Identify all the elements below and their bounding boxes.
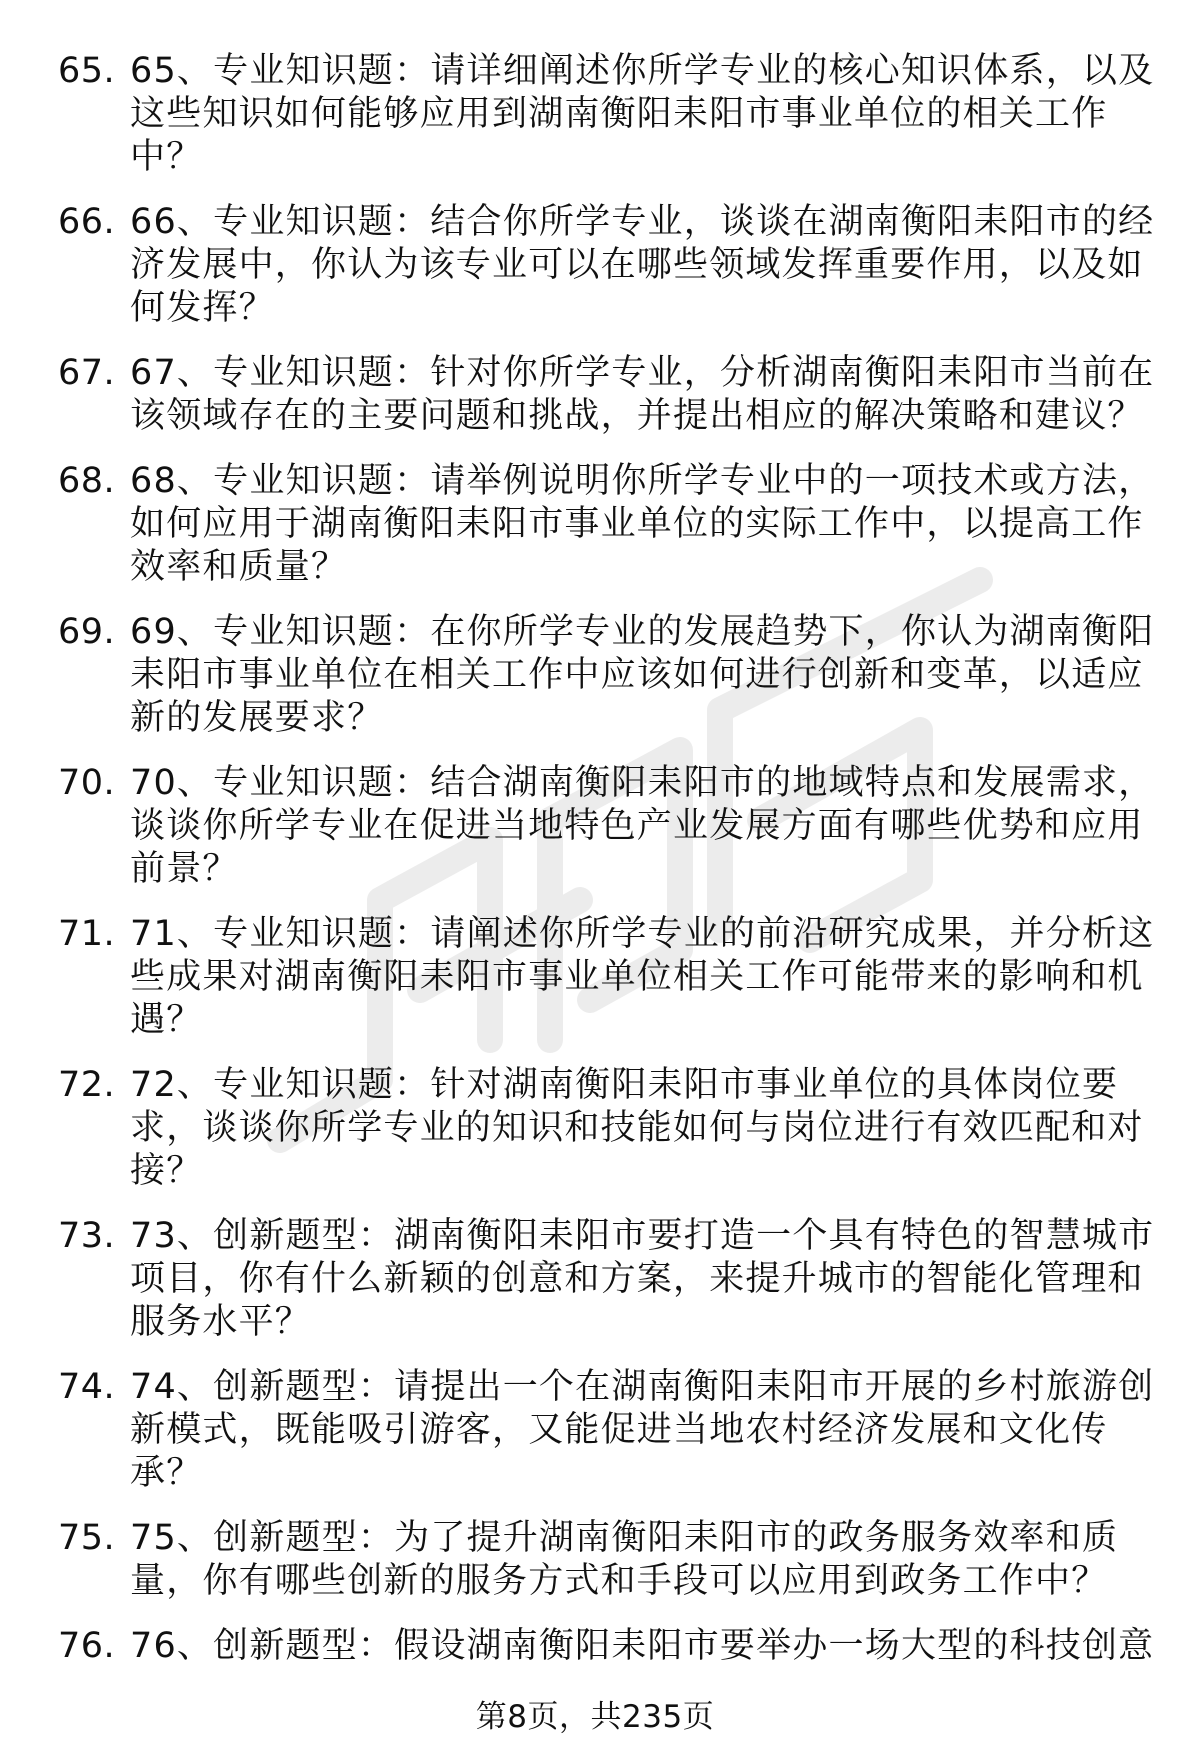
list-item (58, 611, 1158, 740)
list-item (58, 1064, 1158, 1193)
item-text: 66、专业知识题：结合你所学专业，谈谈在湖南衡阳耒阳市的经济发展中，你认为该专业可以在哪些领域发挥重要作用，以及如何发挥？ (130, 202, 1155, 328)
list-item (58, 460, 1158, 589)
list-item (58, 762, 1158, 891)
list-item (58, 50, 1158, 179)
item-number: 72. (58, 1065, 116, 1105)
item-number: 68. (58, 461, 116, 501)
item-text: 74、创新题型：请提出一个在湖南衡阳耒阳市开展的乡村旅游创新模式，既能吸引游客，又能促进当地农村经济发展和文化传承？ (130, 1367, 1155, 1493)
item-number: 75. (58, 1518, 116, 1558)
item-number: 74. (58, 1367, 116, 1407)
item-text: 68、专业知识题：请举例说明你所学专业中的一项技术或方法，如何应用于湖南衡阳耒阳市事业单位的实际工作中，以提高工作效率和质量？ (130, 461, 1155, 587)
item-number: 65. (58, 51, 116, 91)
item-text: 69、专业知识题：在你所学专业的发展趋势下，你认为湖南衡阳耒阳市事业单位在相关工作中应该如何进行创新和变革，以适应新的发展要求？ (130, 612, 1155, 738)
item-text: 70、专业知识题：结合湖南衡阳耒阳市的地域特点和发展需求，谈谈你所学专业在促进当地特色产业发展方面有哪些优势和应用前景？ (130, 763, 1155, 889)
list-item (58, 913, 1158, 1042)
item-text: 67、专业知识题：针对你所学专业，分析湖南衡阳耒阳市当前在该领域存在的主要问题和挑战，并提出相应的解决策略和建议？ (130, 353, 1155, 436)
item-number: 69. (58, 612, 116, 652)
list-item (58, 201, 1158, 330)
item-number: 71. (58, 914, 116, 954)
item-number: 66. (58, 202, 116, 242)
list-item (58, 1215, 1158, 1344)
item-text: 73、创新题型：湖南衡阳耒阳市要打造一个具有特色的智慧城市项目，你有什么新颖的创意和方案，来提升城市的智能化管理和服务水平？ (130, 1216, 1155, 1342)
item-text: 75、创新题型：为了提升湖南衡阳耒阳市的政务服务效率和质量，你有哪些创新的服务方式和手段可以应用到政务工作中？ (130, 1518, 1119, 1601)
item-number: 67. (58, 353, 116, 393)
page-footer (0, 1697, 1190, 1737)
item-text: 76、创新题型：假设湖南衡阳耒阳市要举办一场大型的科技创意 (130, 1626, 1155, 1666)
item-number: 76. (58, 1626, 116, 1666)
item-text: 71、专业知识题：请阐述你所学专业的前沿研究成果，并分析这些成果对湖南衡阳耒阳市事业单位相关工作可能带来的影响和机遇？ (130, 914, 1155, 1040)
question-list (58, 50, 1158, 1690)
item-text: 65、专业知识题：请详细阐述你所学专业的核心知识体系，以及这些知识如何能够应用到湖南衡阳耒阳市事业单位的相关工作中？ (130, 51, 1155, 177)
list-item (58, 1517, 1158, 1603)
item-number: 70. (58, 763, 116, 803)
list-item (58, 1366, 1158, 1495)
item-number: 73. (58, 1216, 116, 1256)
list-item (58, 1625, 1158, 1668)
page-number-label: 第8页，共235页 (475, 1699, 715, 1735)
item-text: 72、专业知识题：针对湖南衡阳耒阳市事业单位的具体岗位要求，谈谈你所学专业的知识和技能如何与岗位进行有效匹配和对接？ (130, 1065, 1144, 1191)
list-item (58, 352, 1158, 438)
